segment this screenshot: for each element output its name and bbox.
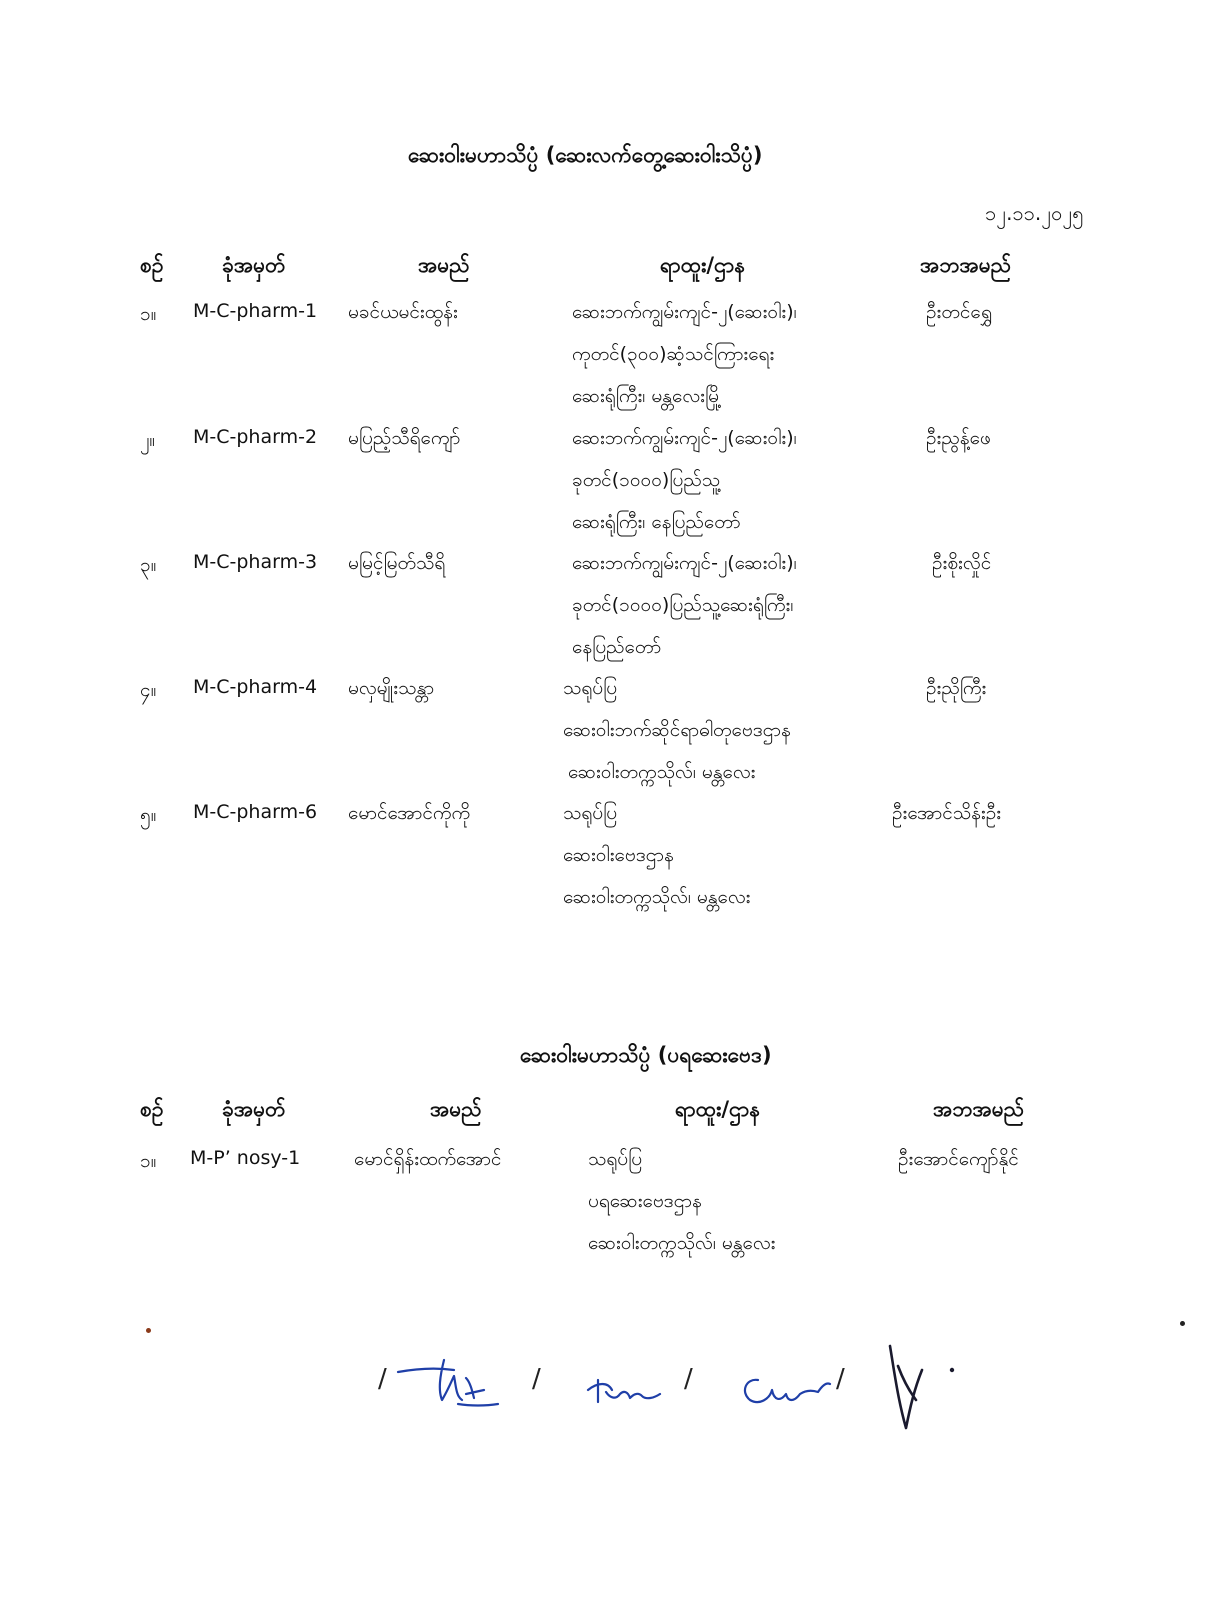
post-line: သရုပ်ပြ [563, 802, 618, 824]
student-name: မမြင့်မြတ်သီရိ [348, 552, 446, 574]
row-number: ၄။ [140, 679, 157, 701]
roll-number: M-P’ nosy-1 [190, 1147, 301, 1169]
roll-number: M-C-pharm-1 [193, 300, 318, 322]
roll-number: M-C-pharm-2 [193, 426, 318, 448]
post-line: နေပြည်တော် [572, 636, 662, 658]
post-line: ဆေးဘက်ကျွမ်းကျင်-၂(ဆေးဝါး)၊ [572, 427, 797, 449]
post-line: ခုတင်(၁၀၀၀)ပြည်သူ့ဆေးရုံကြီး၊ [572, 594, 794, 616]
section1-title: ဆေးဝါးမဟာသိပ္ပံ (ဆေးလက်တွေ့ဆေးဝါးသိပ္ပံ) [408, 143, 763, 167]
col-header-father: အဘအမည် [920, 253, 1012, 277]
col-header-no: စဉ် [140, 253, 164, 277]
col-header-post: ရာထူး/ဌာန [675, 1097, 761, 1121]
post-line: ဆေးဝါးတက္ကသိုလ်၊ မန္တလေး [588, 1232, 776, 1254]
handwritten-signature [370, 1320, 990, 1460]
father-name: ဦးအောင်သိန်းဦး [892, 802, 1002, 824]
roll-number: M-C-pharm-3 [193, 551, 318, 573]
father-name: ဦးအောင်ကျော်နိုင် [898, 1148, 1019, 1170]
signature-separator: / [378, 1364, 387, 1394]
col-header-name: အမည် [430, 1097, 482, 1121]
post-line: သရုပ်ပြ [588, 1148, 643, 1170]
father-name: ဦးညွန့်ဖေ [926, 427, 991, 449]
row-number: ၁။ [140, 1150, 157, 1172]
col-header-father: အဘအမည် [933, 1097, 1025, 1121]
student-name: မောင်အောင်ကိုကို [348, 802, 471, 824]
col-header-post: ရာထူး/ဌာန [660, 253, 746, 277]
post-line: ဆေးဝါးဗေဒဌာန [563, 844, 674, 866]
roll-number: M-C-pharm-6 [193, 801, 318, 823]
signature-area [370, 1320, 990, 1460]
post-line: ဆေးရုံကြီး၊ မန္တလေးမြို့ [572, 385, 722, 407]
father-name: ဦးညိုကြီး [926, 677, 987, 699]
post-line: ဆေးဘက်ကျွမ်းကျင်-၂(ဆေးဝါး)၊ [572, 301, 797, 323]
post-line: ဆေးဝါးဘက်ဆိုင်ရာဓါတုဗေဒဌာန [563, 719, 791, 741]
post-line: ကုတင်(၃၀၀)ဆံ့သင်ကြားရေး [572, 343, 775, 365]
col-header-no: စဉ် [140, 1097, 164, 1121]
col-header-roll: ခုံအမှတ် [222, 253, 286, 277]
student-name: မလှမျိုးသန္တာ [348, 677, 435, 699]
post-line: သရုပ်ပြ [563, 677, 618, 699]
post-line: ဆေးရုံကြီး၊ နေပြည်တော် [572, 511, 741, 533]
signature-separator: / [532, 1364, 541, 1394]
scan-speck [146, 1328, 151, 1333]
col-header-name: အမည် [418, 253, 470, 277]
roll-number: M-C-pharm-4 [193, 676, 318, 698]
row-number: ၅။ [140, 804, 157, 826]
scan-speck [1180, 1321, 1185, 1326]
row-number: ၃။ [140, 554, 157, 576]
father-name: ဦးစိုးလှိုင် [932, 552, 992, 574]
post-line: ပရဆေးဗေဒဌာန [588, 1190, 702, 1212]
student-name: မခင်ယမင်းထွန်း [348, 301, 458, 323]
row-number: ၂။ [140, 429, 156, 451]
post-line: ဆေးဝါးတက္ကသိုလ်၊ မန္တလေး [563, 886, 751, 908]
col-header-roll: ခုံအမှတ် [222, 1097, 286, 1121]
post-line: ခုတင်(၁၀၀၀)ပြည်သူ့ [572, 469, 721, 491]
document-date: ၁၂.၁၁.၂၀၂၅ [985, 201, 1084, 225]
post-line: ဆေးဝါးတက္ကသိုလ်၊ မန္တလေး [568, 761, 756, 783]
section2-title: ဆေးဝါးမဟာသိပ္ပံ (ပရဆေးဗေဒ) [520, 1043, 772, 1067]
student-name: မပြည့်သီရိကျော် [348, 427, 461, 449]
student-name: မောင်ရှိန်းထက်အောင် [354, 1148, 502, 1170]
row-number: ၁။ [140, 303, 157, 325]
post-line: ဆေးဘက်ကျွမ်းကျင်-၂(ဆေးဝါး)၊ [572, 552, 797, 574]
signature-separator: / [836, 1364, 845, 1394]
signature-separator: / [684, 1364, 693, 1394]
father-name: ဦးတင်ရွှေ [926, 301, 992, 323]
